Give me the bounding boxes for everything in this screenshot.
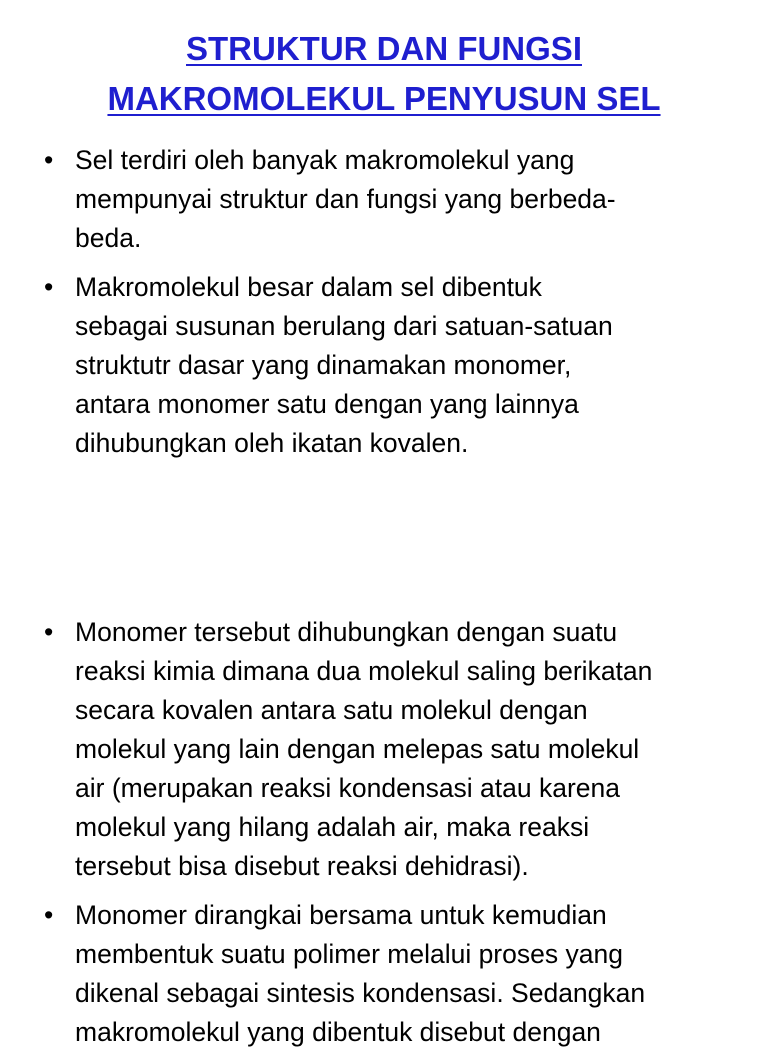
- bullet-text-line: makromolekul yang dibentuk disebut dengan: [75, 1017, 601, 1047]
- bullet-text-line: molekul yang hilang adalah air, maka reaksi: [75, 812, 590, 842]
- bullet-marker: •: [44, 617, 54, 647]
- bullet-list: [44, 141, 738, 473]
- slide-title: [40, 24, 728, 124]
- bullet-text-line: Sel terdiri oleh banyak makromolekul yang: [75, 145, 575, 175]
- slide-2: [0, 600, 768, 1047]
- bullet-marker: •: [44, 900, 54, 930]
- bullet-text-line: tersebut bisa disebut reaksi dehidrasi).: [75, 851, 529, 881]
- bullet-text-line: molekul yang lain dengan melepas satu molekul: [75, 734, 640, 764]
- bullet-text-line: beda.: [75, 223, 142, 253]
- bullet-text-line: sebagai susunan berulang dari satuan-satuan: [75, 311, 613, 341]
- bullet-text-line: Monomer tersebut dihubungkan dengan suatu: [75, 617, 618, 647]
- bullet-list: [44, 613, 738, 1062]
- bullet-marker: •: [44, 272, 54, 302]
- bullet-text-line: air (merupakan reaksi kondensasi atau karena: [75, 773, 621, 803]
- bullet-text-line: dikenal sebagai sintesis kondensasi. Sedangkan: [75, 978, 646, 1008]
- bullet-text-line: Monomer dirangkai bersama untuk kemudian: [75, 900, 607, 930]
- bullet-text-line: mempunyai struktur dan fungsi yang berbeda-: [75, 184, 616, 214]
- bullet-text-line: secara kovalen antara satu molekul dengan: [75, 695, 588, 725]
- bullet-text-line: antara monomer satu dengan yang lainnya: [75, 389, 579, 419]
- bullet-text-line: membentuk suatu polimer melalui proses yang: [75, 939, 623, 969]
- bullet-item-1: [44, 141, 738, 258]
- bullet-text-line: struktutr dasar yang dinamakan monomer,: [75, 350, 572, 380]
- bullet-text-line: reaksi kimia dimana dua molekul saling berikatan: [75, 656, 653, 686]
- title-line-1: STRUKTUR DAN FUNGSI: [186, 30, 582, 67]
- bullet-item-3: [44, 613, 738, 886]
- bullet-text-line: dihubungkan oleh ikatan kovalen.: [75, 428, 469, 458]
- bullet-item-4: [44, 896, 738, 1052]
- bullet-marker: •: [44, 145, 54, 175]
- title-line-2: MAKROMOLEKUL PENYUSUN SEL: [107, 80, 661, 117]
- bullet-text-line: Makromolekul besar dalam sel dibentuk: [75, 272, 542, 302]
- bullet-item-2: [44, 268, 738, 463]
